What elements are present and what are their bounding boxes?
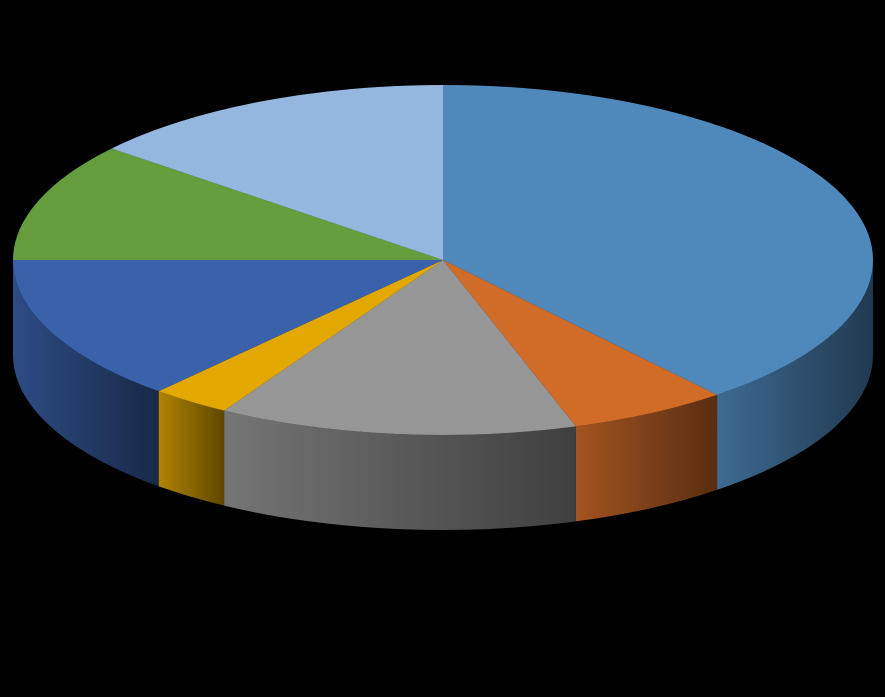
pie-top-faces bbox=[13, 85, 873, 435]
pie-slice-side-4 bbox=[159, 391, 224, 505]
